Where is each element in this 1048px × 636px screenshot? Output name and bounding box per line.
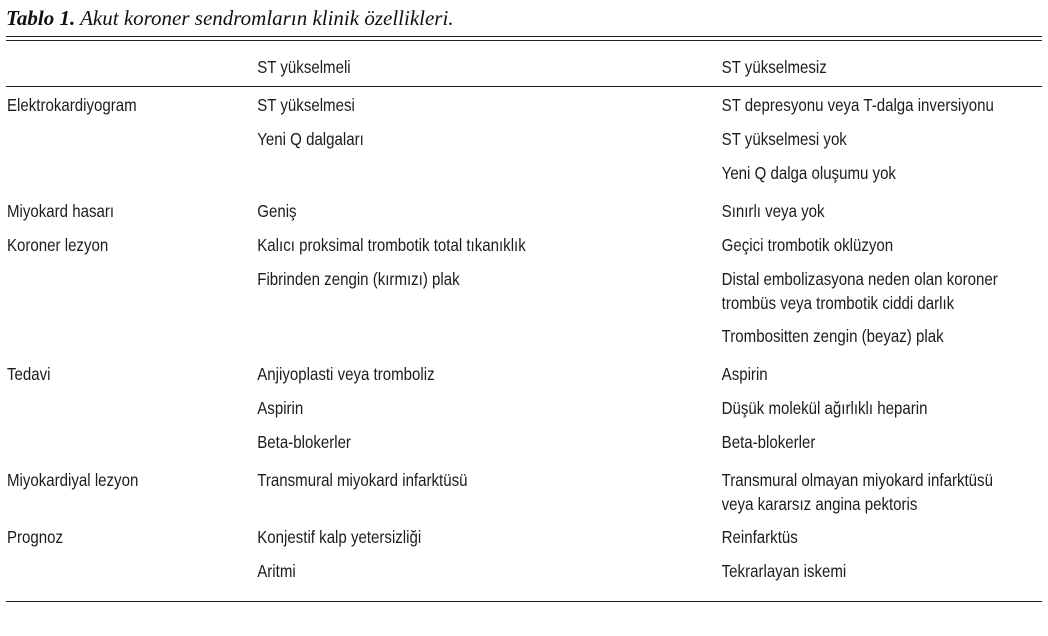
row-category: Miyokardiyal lezyon	[7, 470, 139, 490]
row-non-st-elevation: Aspirin	[721, 364, 768, 384]
top-rule-double	[6, 40, 1042, 41]
row-category: Elektrokardiyogram	[7, 95, 137, 115]
row-non-st-elevation: ST yükselmesi yok	[721, 129, 847, 149]
row-category: Tedavi	[7, 364, 51, 384]
bottom-rule	[6, 601, 1042, 602]
table-row	[7, 230, 897, 264]
table-caption	[6, 4, 454, 32]
row-non-st-elevation-line1: Distal embolizasyona neden olan koroner	[721, 269, 998, 289]
table-caption-label: Tablo 1.	[6, 6, 76, 30]
row-st-elevation: Fibrinden zengin (kırmızı) plak	[257, 269, 460, 289]
table-row	[7, 321, 944, 355]
row-st-elevation: Transmural miyokard infarktüsü	[257, 470, 468, 490]
row-non-st-elevation: Sınırlı veya yok	[721, 201, 825, 221]
row-st-elevation: Yeni Q dalgaları	[257, 129, 364, 149]
row-st-elevation: Geniş	[257, 201, 297, 221]
table-row	[7, 124, 897, 158]
table-row	[7, 556, 897, 590]
clinical-features-table	[7, 52, 998, 590]
table-row	[7, 427, 897, 461]
row-category: Prognoz	[7, 527, 64, 547]
row-non-st-elevation: Reinfarktüs	[721, 527, 798, 547]
table-row	[7, 196, 897, 230]
table-row	[7, 465, 993, 522]
row-non-st-elevation: Beta-blokerler	[721, 432, 816, 452]
table-row	[7, 158, 897, 192]
row-st-elevation: Anjiyoplasti veya tromboliz	[257, 364, 435, 384]
header-cell-non-st-elevation: ST yükselmesiz	[721, 57, 827, 77]
top-rule	[6, 36, 1042, 37]
row-st-elevation: Konjestif kalp yetersizliği	[257, 527, 422, 547]
row-non-st-elevation: Trombositten zengin (beyaz) plak	[721, 326, 944, 346]
row-non-st-elevation: Düşük molekül ağırlıklı heparin	[721, 398, 928, 418]
row-st-elevation: Kalıcı proksimal trombotik total tıkanıklık	[257, 235, 526, 255]
row-non-st-elevation: ST depresyonu veya T-dalga inversiyonu	[721, 95, 994, 115]
row-category: Miyokard hasarı	[7, 201, 115, 221]
row-non-st-elevation: Tekrarlayan iskemi	[721, 561, 847, 581]
row-non-st-elevation: Yeni Q dalga oluşumu yok	[721, 163, 896, 183]
table-header-row	[7, 52, 897, 86]
row-non-st-elevation-line2: trombüs veya trombotik ciddi darlık	[721, 293, 955, 313]
table-row	[7, 264, 998, 321]
row-st-elevation: Beta-blokerler	[257, 432, 351, 452]
row-non-st-elevation	[722, 267, 998, 315]
row-non-st-elevation	[722, 468, 993, 516]
row-non-st-elevation-line1: Transmural olmayan miyokard infarktüsü	[721, 470, 993, 490]
row-non-st-elevation: Geçici trombotik oklüzyon	[721, 235, 894, 255]
table-row	[7, 393, 928, 427]
row-st-elevation: Aritmi	[257, 561, 296, 581]
row-non-st-elevation-line2: veya kararsız angina pektoris	[721, 494, 918, 514]
row-st-elevation: Aspirin	[257, 398, 304, 418]
table-row	[7, 522, 897, 556]
row-st-elevation: ST yükselmesi	[257, 95, 355, 115]
table-row	[7, 359, 897, 393]
table-caption-text: Akut koroner sendromların klinik özellikleri.	[80, 6, 454, 30]
row-category: Koroner lezyon	[7, 235, 109, 255]
table-row	[7, 90, 994, 124]
header-cell-st-elevation: ST yükselmeli	[257, 57, 351, 77]
